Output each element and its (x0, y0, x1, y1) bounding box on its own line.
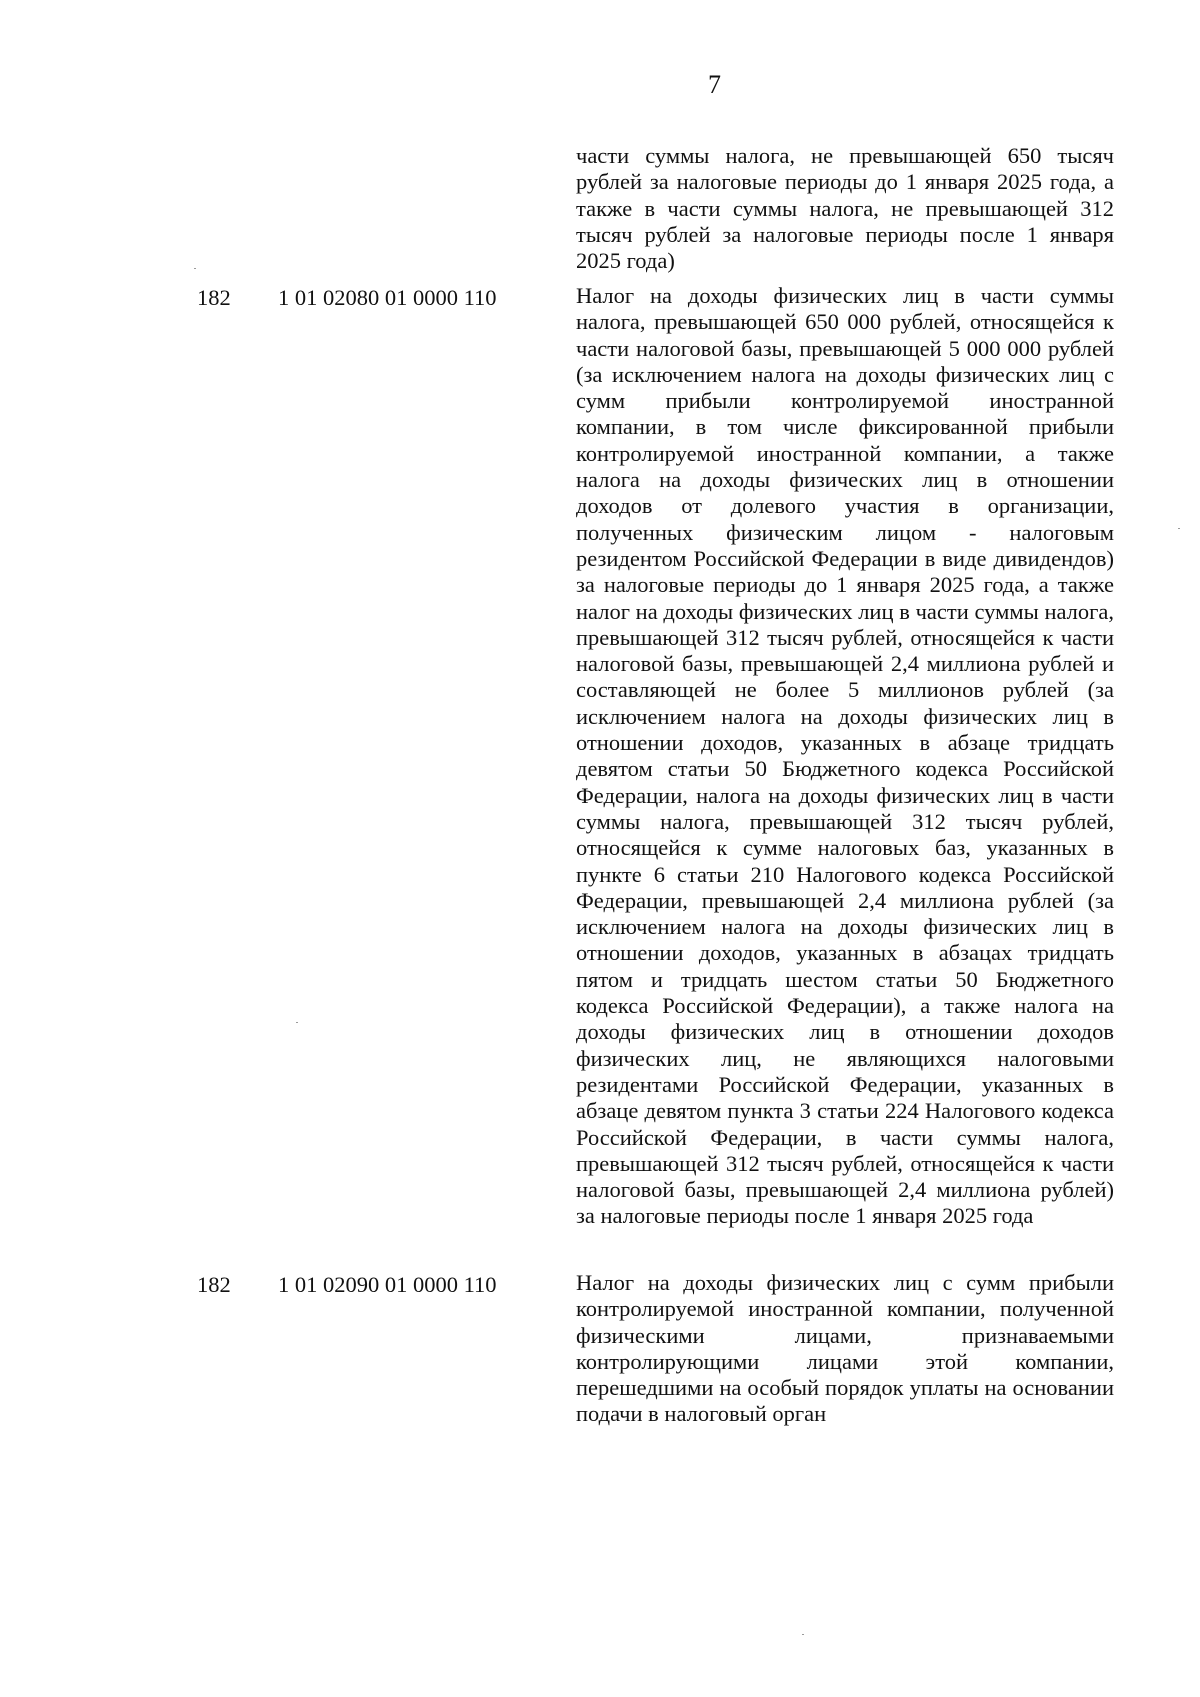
row-1-description: Налог на доходы физических лиц в части суммы налога, превышающей 650 000 рублей, относящейся к части налоговой базы, превышающей 5 000 000 рублей (за исключением налога на доходы физических лиц с сумм прибыли контролируемой иностранной компании, в том числе фиксированной прибыли контролируемой иностранной компании, а также налога на доходы физических лиц в отношении доходов от долевого участия в организации, полученных физическим лицом - налоговым резидентом Российской Федерации в виде дивидендов) за налоговые периоды до 1 января 2025 года, а также налог на доходы физических лиц в части суммы налога, превышающей 312 тысяч рублей, относящейся к части налоговой базы, превышающей 2,4 миллиона рублей и составляющей не более 5 миллионов рублей (за исключением налога на доходы физических лиц в отношении доходов, указанных в абзаце тридцать девятом статьи 50 Бюджетного кодекса Российской Федерации, налога на доходы физических лиц в части суммы налога, превышающей 312 тысяч рублей, относящейся к сумме налоговых баз, указанных в пункте 6 статьи 210 Налогового кодекса Российской Федерации, превышающей 2,4 миллиона рублей (за исключением налога на доходы физических лиц в отношении доходов, указанных в абзацах тридцать пятом и тридцать шестом статьи 50 Бюджетного кодекса Российской Федерации), а также налога на доходы физических лиц в отношении доходов физических лиц, не являющихся налоговыми резидентами Российской Федерации, указанных в абзаце девятом пункта 3 статьи 224 Налогового кодекса Российской Федерации, в части суммы налога, превышающей 312 тысяч рублей, относящейся к части налоговой базы, превышающей 2,4 миллиона рублей) за налоговые периоды после 1 января 2025 года (576, 283, 1114, 1229)
scan-speck (1178, 528, 1180, 529)
scan-speck (194, 268, 196, 269)
row-1-admin-code: 182 (197, 285, 231, 310)
page-number: 7 (708, 70, 721, 99)
scan-speck (802, 1634, 804, 1635)
continuation-text: части суммы налога, не превышающей 650 тысяч рублей за налоговые периоды до 1 января 2025 года, а также в части суммы налога, не превышающей 312 тысяч рублей за налоговые периоды после 1 января 2025 года) (576, 143, 1114, 274)
scan-speck (296, 1022, 298, 1023)
row-1-kbk-code: 1 01 02080 01 0000 110 (278, 285, 497, 310)
row-2-description: Налог на доходы физических лиц с сумм прибыли контролируемой иностранной компании, полученной физическими лицами, признаваемыми контролирующими лицами этой компании, перешедшими на особый порядок уплаты на основании подачи в налоговый орган (576, 1270, 1114, 1427)
row-2-admin-code: 182 (197, 1272, 231, 1297)
row-2-kbk-code: 1 01 02090 01 0000 110 (278, 1272, 497, 1297)
